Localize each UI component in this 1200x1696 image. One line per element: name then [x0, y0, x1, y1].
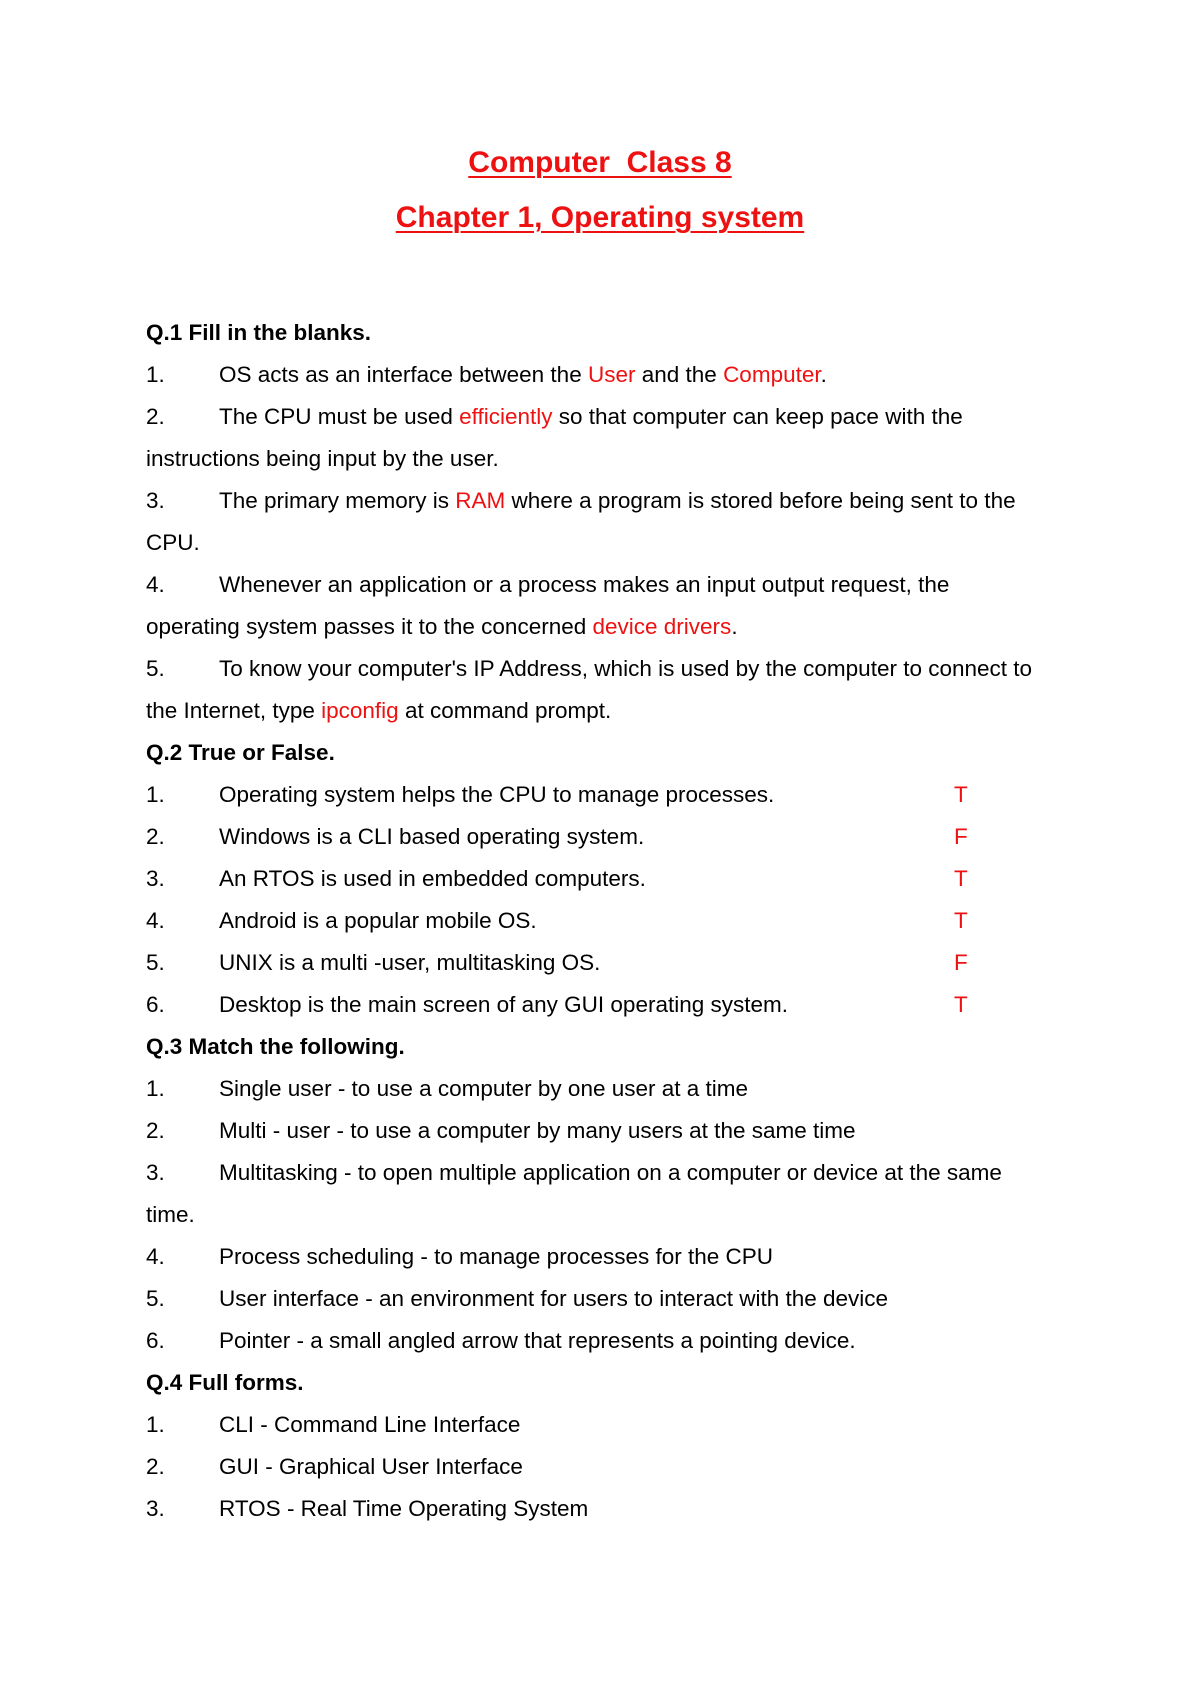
item-number: 6.	[146, 1328, 165, 1353]
q1-item-2	[146, 396, 1046, 480]
item-number: 2.	[146, 824, 165, 849]
answer-text: Computer	[723, 362, 821, 387]
item-number: 1.	[146, 362, 165, 387]
answer-text: F	[954, 824, 968, 849]
item-text: .	[820, 362, 827, 387]
q3-item-6	[146, 1320, 1046, 1362]
answer-text: device drivers	[592, 614, 732, 639]
q1-heading: Q.1 Fill in the blanks.	[146, 320, 372, 345]
q1-item-3	[146, 480, 1046, 564]
q4-item-1	[146, 1404, 1046, 1446]
item-number: 4.	[146, 908, 165, 933]
answer-text: T	[954, 782, 968, 807]
q4-heading: Q.4 Full forms.	[146, 1370, 304, 1395]
item-text: Windows is a CLI based operating system.	[219, 824, 645, 849]
answer-text: T	[954, 908, 968, 933]
q2-item-5	[146, 942, 1046, 984]
item-text: UNIX is a multi -user, multitasking OS.	[219, 950, 601, 975]
q2-item-1	[146, 774, 1046, 816]
document-body	[146, 312, 1046, 1530]
q3-heading: Q.3 Match the following.	[146, 1034, 405, 1059]
item-number: 5.	[146, 1286, 165, 1311]
item-number: 1.	[146, 782, 165, 807]
item-number: 4.	[146, 1244, 165, 1269]
item-text: where a program is stored before being sent to the CPU.	[146, 488, 1016, 555]
item-text: CLI - Command Line Interface	[219, 1412, 521, 1437]
item-number: 2.	[146, 1454, 165, 1479]
document-subtitle: Chapter 1, Operating system	[395, 201, 805, 234]
item-text: OS acts as an interface between the	[219, 362, 588, 387]
answer-text: efficiently	[459, 404, 553, 429]
item-text: User interface - an environment for users to interact with the device	[219, 1286, 889, 1311]
answer-text: F	[954, 950, 968, 975]
q2-item-2	[146, 816, 1046, 858]
item-number: 2.	[146, 1118, 165, 1143]
item-number: 3.	[146, 488, 165, 513]
q2-item-3	[146, 858, 1046, 900]
q1-item-4	[146, 564, 1046, 648]
q2-item-6	[146, 984, 1046, 1026]
q4-item-2	[146, 1446, 1046, 1488]
document-title: Computer Class 8	[468, 146, 732, 179]
item-number: 1.	[146, 1076, 165, 1101]
item-number: 6.	[146, 992, 165, 1017]
answer-text: ipconfig	[321, 698, 399, 723]
item-text: Desktop is the main screen of any GUI operating system.	[219, 992, 789, 1017]
item-number: 1.	[146, 1412, 165, 1437]
item-text: GUI - Graphical User Interface	[219, 1454, 523, 1479]
item-text: and the	[635, 362, 724, 387]
item-text: Android is a popular mobile OS.	[219, 908, 537, 933]
q1-item-5	[146, 648, 1046, 732]
item-text: An RTOS is used in embedded computers.	[219, 866, 646, 891]
item-number: 3.	[146, 866, 165, 891]
answer-text: RAM	[455, 488, 506, 513]
item-text: Multitasking - to open multiple application on a computer or device at the same time.	[146, 1160, 1002, 1227]
answer-text: T	[954, 992, 968, 1017]
item-text: The CPU must be used	[219, 404, 460, 429]
item-text: To know your computer's IP Address, which is used by the computer to connect to the Internet, type	[146, 656, 1033, 723]
q3-item-4	[146, 1236, 1046, 1278]
q4-item-3	[146, 1488, 1046, 1530]
item-text: Whenever an application or a process makes an input output request, the operating system passes it to the concerned	[146, 572, 950, 639]
item-text: Process scheduling - to manage processes for the CPU	[219, 1244, 774, 1269]
item-number: 5.	[146, 656, 165, 681]
item-number: 5.	[146, 950, 165, 975]
item-text: so that computer can keep pace with the instructions being input by the user.	[146, 404, 963, 471]
q3-item-5	[146, 1278, 1046, 1320]
item-text: RTOS - Real Time Operating System	[219, 1496, 589, 1521]
q2-heading: Q.2 True or False.	[146, 740, 335, 765]
q1-item-1	[146, 354, 1046, 396]
q3-item-2	[146, 1110, 1046, 1152]
q3-item-1	[146, 1068, 1046, 1110]
item-text: Operating system helps the CPU to manage processes.	[219, 782, 775, 807]
answer-text: T	[954, 866, 968, 891]
item-number: 3.	[146, 1496, 165, 1521]
item-text: .	[731, 614, 738, 639]
item-text: Multi - user - to use a computer by many users at the same time	[219, 1118, 856, 1143]
item-number: 2.	[146, 404, 165, 429]
item-text: Pointer - a small angled arrow that represents a pointing device.	[219, 1328, 856, 1353]
q3-item-3	[146, 1152, 1046, 1236]
item-number: 3.	[146, 1160, 165, 1185]
item-number: 4.	[146, 572, 165, 597]
item-text: at command prompt.	[398, 698, 612, 723]
q2-item-4	[146, 900, 1046, 942]
item-text: The primary memory is	[219, 488, 456, 513]
answer-text: User	[587, 362, 636, 387]
item-text: Single user - to use a computer by one user at a time	[219, 1076, 749, 1101]
